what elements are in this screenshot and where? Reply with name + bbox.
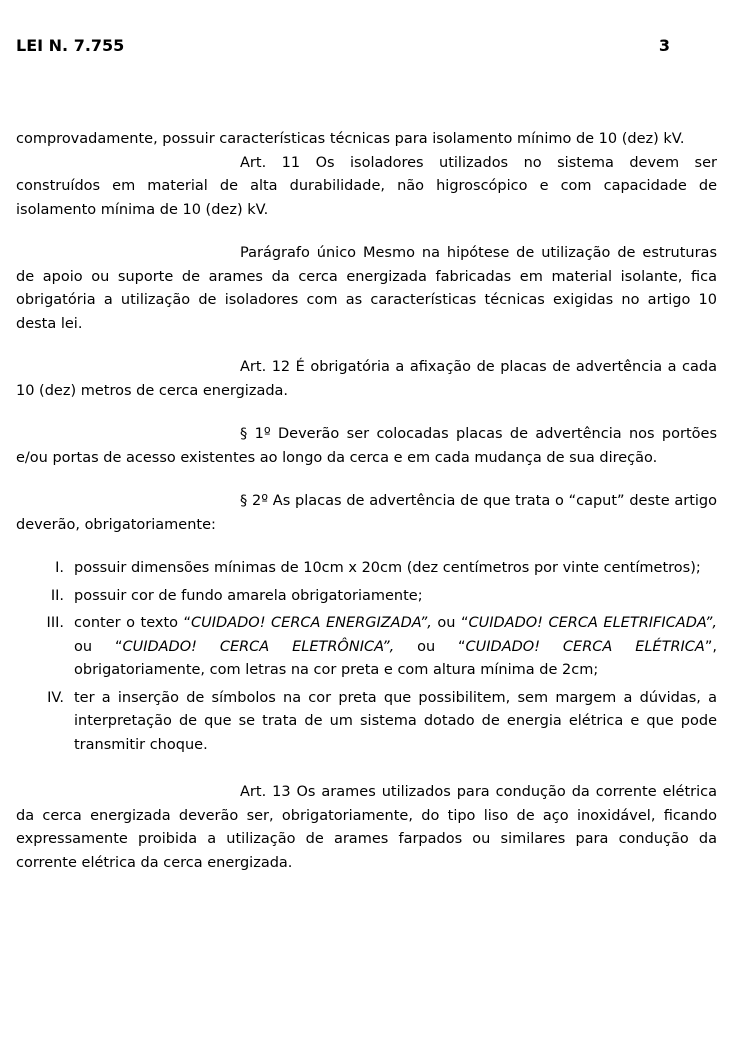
item-text: ter a inserção de símbolos na cor preta que possibilitem, sem margem a dúvidas, a interpretação de que se trata de um sistema dotado de energia elétrica e que pode transmitir choque.: [74, 689, 717, 753]
paragraph-1: § 1º Deverão ser colocadas placas de advertência nos portões e/ou portas de acesso existentes ao longo da cerca e em cada mudança de sua direção.: [16, 426, 717, 466]
item-number: I.: [55, 560, 64, 576]
item-text: possuir dimensões mínimas de 10cm x 20cm (dez centímetros por vinte centímetros);: [74, 560, 701, 576]
continued-paragraph: comprovadamente, possuir características técnicas para isolamento mínimo de 10 (dez) kV.: [16, 131, 685, 147]
article-12: Art. 12 É obrigatória a afixação de placas de advertência a cada 10 (dez) metros de cerca energizada.: [16, 359, 717, 399]
document-body: [16, 128, 717, 875]
list-item: [16, 557, 717, 581]
item-number: III.: [46, 615, 64, 631]
requirements-list: [16, 557, 717, 757]
item-text: conter o texto “CUIDADO! CERCA ENERGIZADA”, ou “CUIDADO! CERCA ELETRIFICADA”, ou “CUIDADO! CERCA ELETRÔNICA”, ou “CUIDADO! CERCA ELÉTRICA”, obrigatoriamente, com letras na cor preta e com altura mínima de 2cm;: [74, 615, 717, 678]
article-11: Art. 11 Os isoladores utilizados no sistema devem ser construídos em material de alta durabilidade, não higroscópico e com capacidade de isolamento mínima de 10 (dez) kV.: [16, 154, 717, 218]
list-item: [16, 687, 717, 758]
page-header: [16, 36, 670, 55]
sole-paragraph: Parágrafo único Mesmo na hipótese de utilização de estruturas de apoio ou suporte de arames da cerca energizada fabricadas em material isolante, fica obrigatória a utilização de isoladores com as características técnicas exigidas no artigo 10 desta lei.: [16, 245, 717, 332]
list-item: [16, 585, 717, 609]
law-title: LEI N. 7.755: [16, 36, 125, 55]
page-number: 3: [658, 36, 670, 55]
item-number: II.: [50, 587, 64, 604]
item-text: possuir cor de fundo amarela obrigatoriamente;: [74, 587, 423, 604]
paragraph-2: § 2º As placas de advertência de que trata o “caput” deste artigo deverão, obrigatoriamente:: [16, 493, 717, 533]
list-item: [16, 612, 717, 683]
article-13: Art. 13 Os arames utilizados para condução da corrente elétrica da cerca energizada deverão ser, obrigatoriamente, do tipo liso de aço inoxidável, ficando expressamente proibida a utilização de arames farpados ou similares para condução da corrente elétrica da cerca energizada.: [16, 784, 717, 871]
item-number: IV.: [47, 689, 64, 706]
